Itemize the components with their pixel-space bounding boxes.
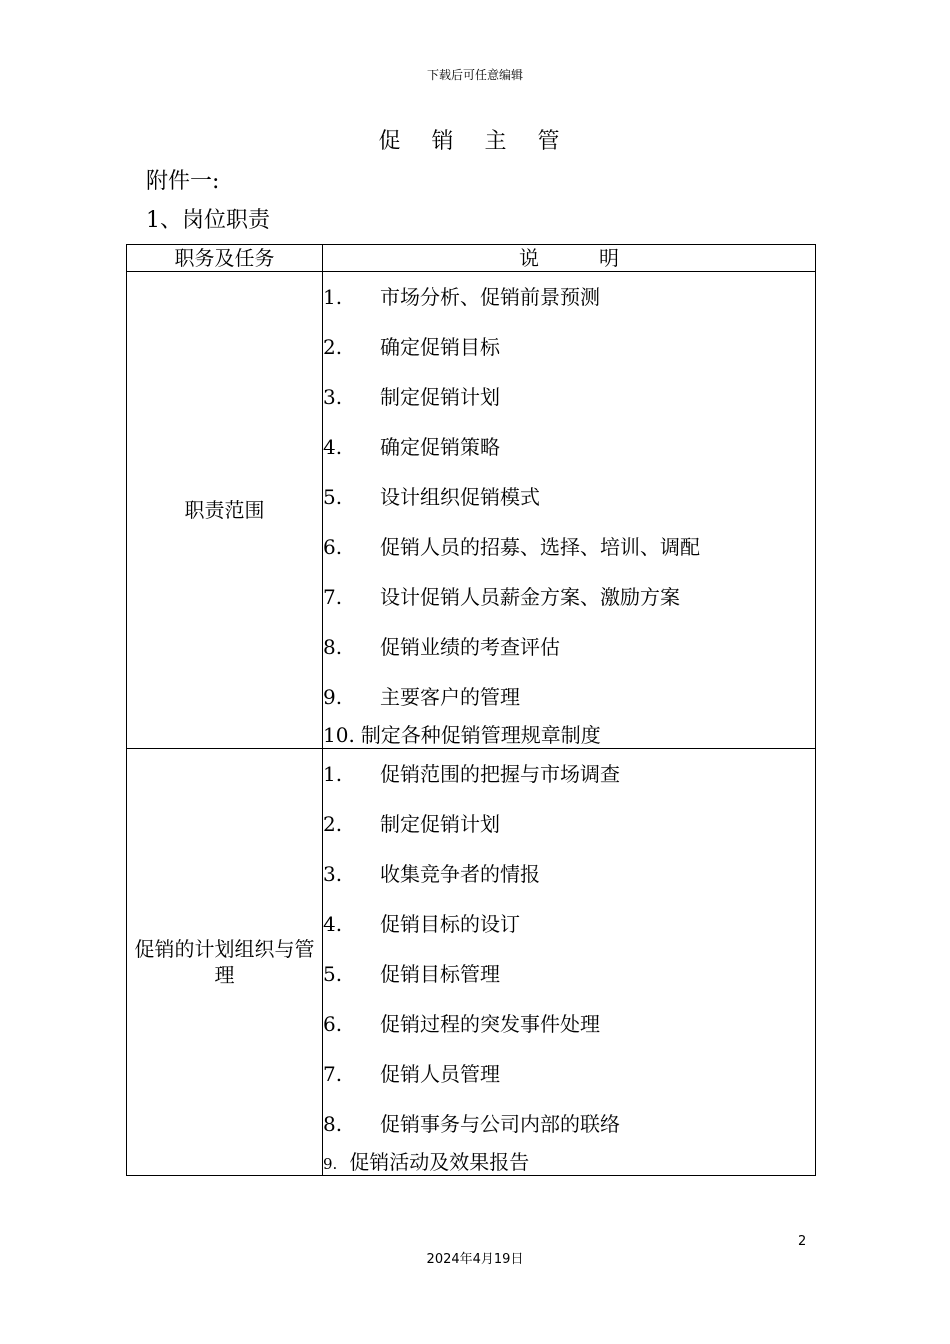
item-text: 设计促销人员薪金方案、激励方案 — [380, 585, 680, 609]
item-text: 确定促销目标 — [380, 335, 500, 359]
item-text: 市场分析、促销前景预测 — [380, 285, 600, 309]
item-number: 1. — [323, 762, 343, 786]
list-item — [323, 1049, 815, 1099]
item-number: 8. — [323, 635, 343, 659]
item-number: 9. — [323, 1155, 338, 1173]
item-text: 促销活动及效果报告 — [349, 1150, 530, 1174]
duties-table — [126, 244, 816, 1176]
col-header-duties: 职务及任务 — [127, 245, 323, 272]
group-items-responsibility-scope — [323, 272, 816, 749]
list-item — [323, 1149, 815, 1175]
group-name-planning-management: 促销的计划组织与管理 — [127, 749, 323, 1176]
item-number: 2. — [323, 335, 343, 359]
item-text: 制定各种促销管理规章制度 — [360, 723, 601, 747]
section-title: 1、岗位职责 — [146, 208, 270, 233]
list-item — [323, 1099, 815, 1149]
item-text: 促销人员管理 — [380, 1062, 500, 1086]
list-item — [323, 522, 815, 572]
item-number: 6. — [323, 1012, 343, 1036]
header-note: 下载后可任意编辑 — [426, 68, 523, 82]
item-number: 5. — [323, 962, 343, 986]
group-name-responsibility-scope: 职责范围 — [127, 272, 323, 749]
item-text: 促销目标的设订 — [380, 912, 520, 936]
item-text: 促销目标管理 — [380, 962, 500, 986]
list-item — [323, 749, 815, 799]
table-row-responsibility-scope — [127, 272, 816, 749]
item-number: 4. — [323, 435, 343, 459]
list-item — [323, 899, 815, 949]
item-number: 3. — [323, 385, 343, 409]
list-item — [323, 422, 815, 472]
page-number: 2 — [798, 1234, 807, 1249]
col-header-description-right: 明 — [599, 246, 619, 270]
table-header-row — [127, 245, 816, 272]
list-item — [323, 949, 815, 999]
item-number: 2. — [323, 812, 343, 836]
item-text: 促销范围的把握与市场调查 — [380, 762, 620, 786]
item-number: 1. — [323, 285, 343, 309]
col-header-description-left: 说 — [519, 246, 539, 270]
table-row-planning-management — [127, 749, 816, 1176]
item-number: 7. — [323, 1062, 343, 1086]
item-text: 设计组织促销模式 — [380, 485, 540, 509]
item-text: 促销事务与公司内部的联络 — [380, 1112, 620, 1136]
item-number: 8. — [323, 1112, 343, 1136]
list-item — [323, 272, 815, 322]
item-number: 10. — [323, 723, 355, 747]
list-item — [323, 472, 815, 522]
list-item — [323, 999, 815, 1049]
item-number: 7. — [323, 585, 343, 609]
item-text: 收集竞争者的情报 — [380, 862, 540, 886]
item-number: 5. — [323, 485, 343, 509]
list-item — [323, 572, 815, 622]
list-item — [323, 672, 815, 722]
list-item — [323, 722, 815, 748]
item-text: 主要客户的管理 — [380, 685, 520, 709]
list-item — [323, 849, 815, 899]
group-items-planning-management — [323, 749, 816, 1176]
attachment-label: 附件一: — [146, 169, 220, 194]
page-title: 促 销 主 管 — [378, 129, 572, 154]
item-number: 3. — [323, 862, 343, 886]
item-text: 促销业绩的考查评估 — [380, 635, 560, 659]
item-number: 4. — [323, 912, 343, 936]
list-item — [323, 322, 815, 372]
list-item — [323, 622, 815, 672]
item-number: 9. — [323, 685, 343, 709]
list-item — [323, 799, 815, 849]
list-item — [323, 372, 815, 422]
item-text: 制定促销计划 — [380, 385, 500, 409]
footer-date: 2024年4月19日 — [426, 1252, 524, 1267]
item-number: 6. — [323, 535, 343, 559]
item-text: 制定促销计划 — [380, 812, 500, 836]
item-text: 促销过程的突发事件处理 — [380, 1012, 600, 1036]
item-text: 确定促销策略 — [380, 435, 500, 459]
col-header-description — [323, 245, 816, 272]
item-text: 促销人员的招募、选择、培训、调配 — [380, 535, 700, 559]
